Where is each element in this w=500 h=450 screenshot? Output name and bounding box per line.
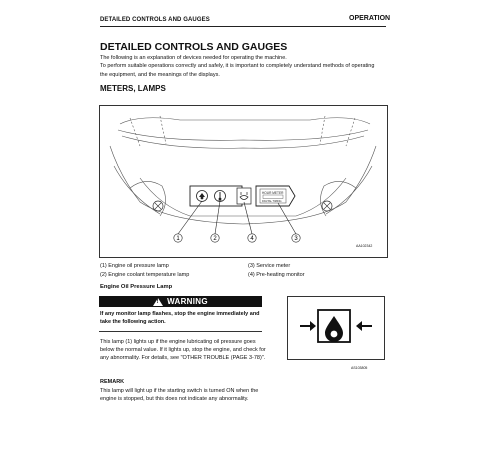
legend-item-1: (1) Engine oil pressure lamp: [100, 263, 169, 269]
dashboard-figure: [99, 105, 388, 258]
legend-item-3: (3) Service meter: [248, 263, 291, 269]
hour-meter-note: DIGITAL TIMING: [262, 200, 282, 203]
instrument-cluster: [190, 186, 295, 206]
lamp-figure-code: AS103805: [351, 366, 368, 370]
legend-right: [248, 262, 305, 279]
header-chapter-title: OPERATION: [349, 15, 391, 22]
warning-triangle-icon: !: [153, 298, 163, 306]
intro-line-2: To perform suitable operations correctly and safely, it is important to completely understand methods of operating: [100, 63, 375, 70]
figure-code: AA102342: [356, 244, 373, 248]
legend-left: [100, 262, 189, 279]
intro-line-1: The following is an explanation of devices needed for operating the machine.: [100, 55, 287, 61]
hour-meter-label: HOUR METER: [262, 191, 284, 195]
callout-4: [248, 234, 256, 242]
intro-paragraph: [100, 54, 390, 79]
header-rule: [100, 26, 386, 27]
warning-bar: [99, 296, 262, 307]
remark-heading: REMARK: [100, 379, 125, 385]
header-section-title: DETAILED CONTROLS AND GAUGES: [100, 17, 210, 23]
intro-line-3: the equipment, and the meanings of the displays.: [100, 71, 220, 78]
svg-text:1: 1: [176, 236, 180, 243]
warning-body: If any monitor lamp flashes, stop the engine immediately and take the following action.: [100, 311, 260, 326]
screw-right-icon: [322, 201, 332, 211]
oil-pressure-lamp-figure: [287, 296, 385, 360]
screw-left-icon: [153, 201, 163, 211]
oil-pressure-lamp-icon: [197, 191, 208, 202]
lamp-description: This lamp (1) lights up if the engine lubricating oil pressure goes below the normal value. If it lights up, stop the engine, and check for any abnormality. For details, see "OTHER TROUBLE (PAGE 3-78)".: [100, 339, 266, 362]
remark-text: This lamp will light up if the starting switch is turned ON when the engine is stopped, but this does not indicate any abnormality.: [100, 388, 259, 403]
warning-rule: [99, 331, 262, 332]
warning-label: WARNING: [167, 297, 208, 306]
svg-text:3: 3: [294, 236, 298, 243]
callout-1: [174, 234, 182, 242]
callout-2: [211, 234, 219, 242]
legend-item-2: (2) Engine coolant temperature lamp: [100, 271, 190, 278]
service-meter: [256, 186, 295, 206]
oil-pressure-lamp-large-icon: [288, 297, 384, 359]
svg-text:4: 4: [250, 236, 254, 243]
coolant-temperature-lamp-icon: [215, 191, 226, 202]
section-subtitle: METERS, LAMPS: [100, 84, 166, 93]
dashboard-illustration: [100, 106, 387, 257]
legend-item-4: (4) Pre-heating monitor: [248, 271, 305, 278]
lamp-section-title: Engine Oil Pressure Lamp: [100, 284, 173, 290]
svg-text:2: 2: [213, 236, 217, 243]
page-title: DETAILED CONTROLS AND GAUGES: [100, 41, 288, 53]
callout-3: [292, 234, 300, 242]
